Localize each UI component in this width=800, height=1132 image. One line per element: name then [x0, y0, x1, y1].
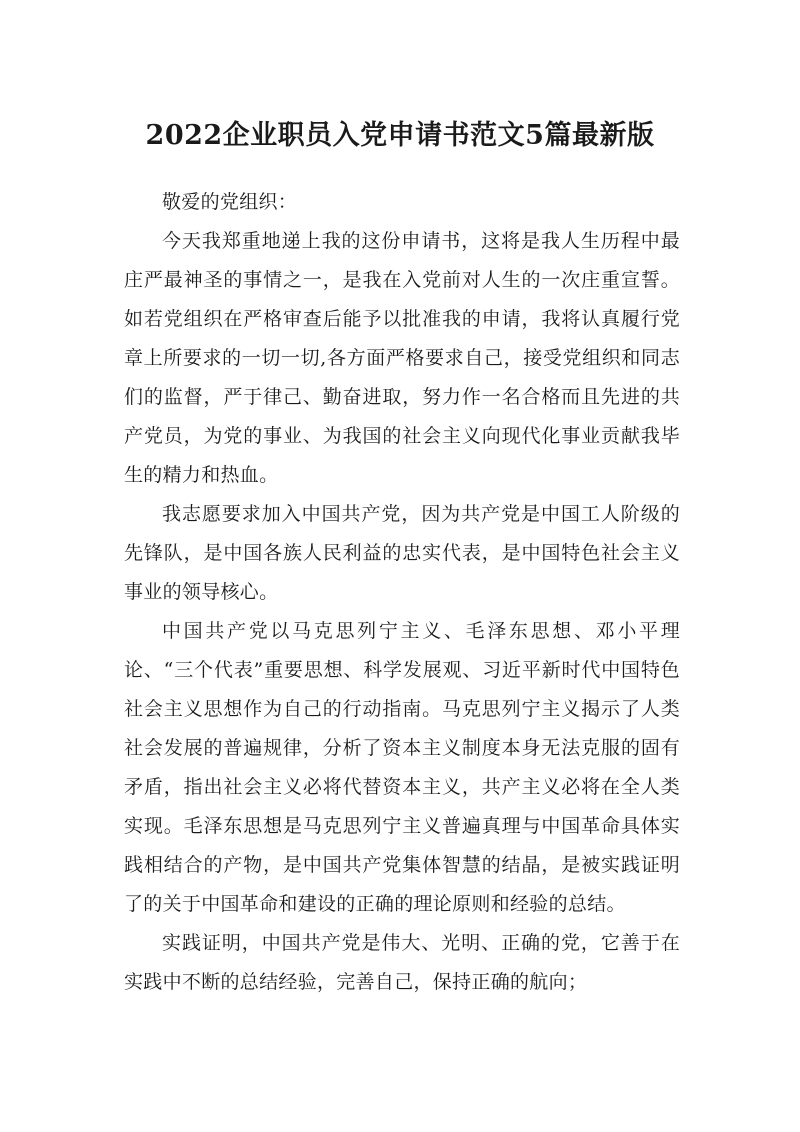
salutation: 敬爱的党组织： [162, 191, 298, 213]
document-title: 2022企业职员入党申请书范文5篇最新版 [145, 120, 655, 152]
paragraph-2: 我志愿要求加入中国共产党，因为共产党是中国工人阶级的先锋队，是中国各族人民利益的忠实代表，是中国特色社会主义事业的领导核心。 [124, 503, 680, 603]
paragraph-4: 实践证明，中国共产党是伟大、光明、正确的党，它善于在实践中不断的总结经验，完善自己，保持正确的航向； [124, 932, 680, 993]
paragraph-3: 中国共产党以马克思列宁主义、毛泽东思想、邓小平理论、“三个代表”重要思想、科学发展观、习近平新时代中国特色社会主义思想作为自己的行动指南。马克思列宁主义揭示了人类社会发展的普遍规律，分析了资本主义制度本身无法克服的固有矛盾，指出社会主义必将代替资本主义，共产主义必将在全人类实现。毛泽东思想是马克思列宁主义普遍真理与中国革命具体实践相结合的产物，是中国共产党集体智慧的结晶，是被实践证明了的关于中国革命和建设的正确的理论原则和经验的总结。 [124, 620, 680, 915]
paragraph-1: 今天我郑重地递上我的这份申请书，这将是我人生历程中最庄严最神圣的事情之一，是我在入党前对人生的一次庄重宣誓。如若党组织在严格审查后能予以批准我的申请，我将认真履行党章上所要求的一切一切,各方面严格要求自己，接受党组织和同志们的监督，严于律己、勤奋进取，努力作一名合格而且先进的共产党员，为党的事业、为我国的社会主义向现代化事业贡献我毕生的精力和热血。 [124, 230, 680, 486]
document-body [124, 183, 680, 1002]
